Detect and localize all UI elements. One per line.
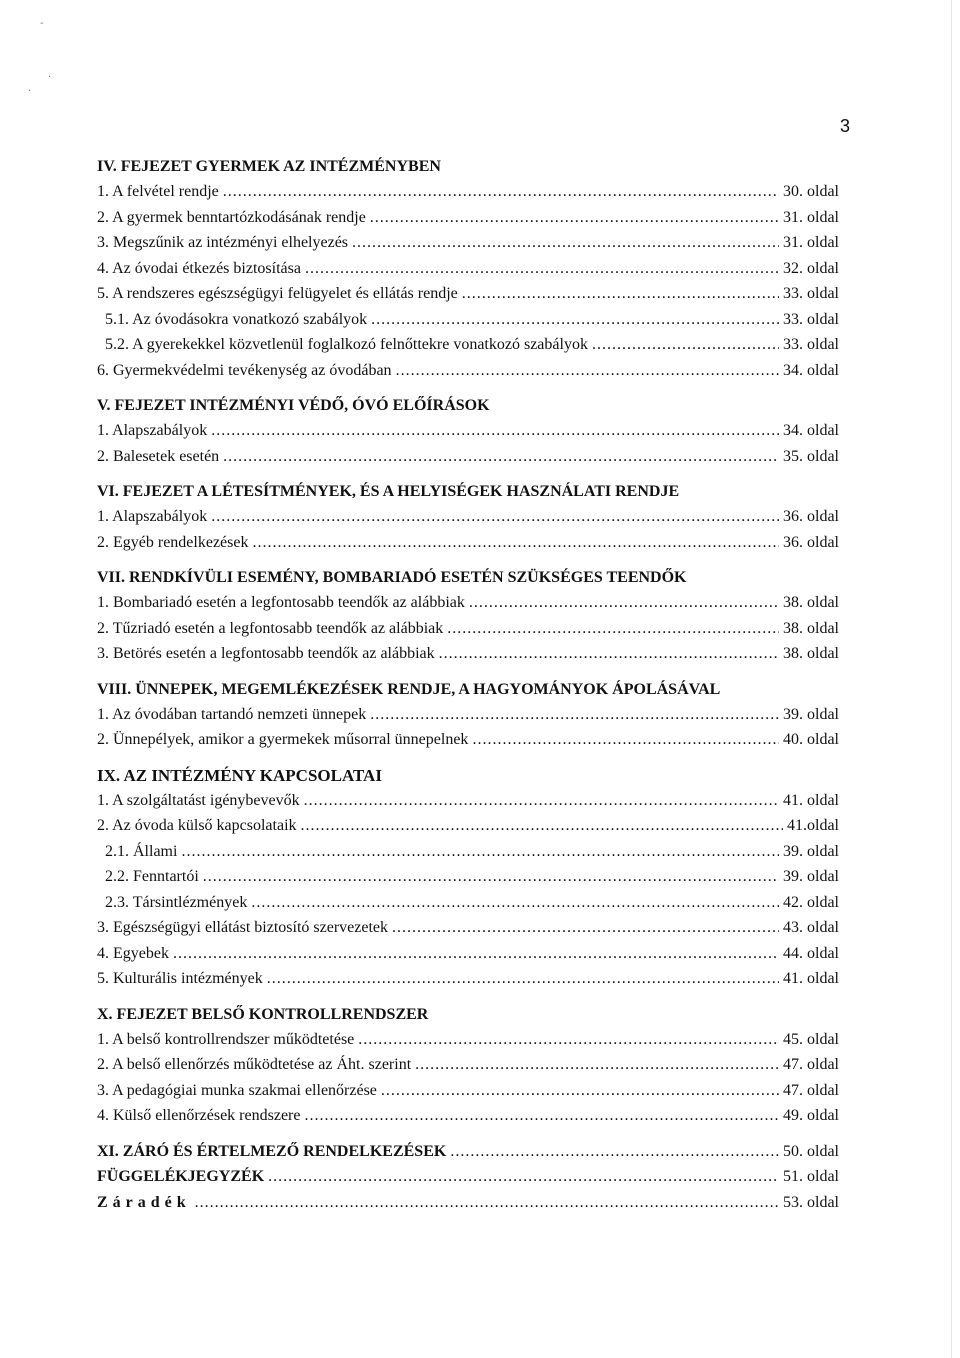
dot-leader — [358, 1027, 779, 1053]
page-number: 3 — [840, 116, 851, 136]
dot-leader — [203, 864, 779, 890]
section-heading: VIII. ÜNNEPEK, MEGEMLÉKEZÉSEK RENDJE, A HAGYOMÁNYOK ÁPOLÁSÁVAL — [97, 680, 721, 698]
toc-entry-label: 4. Külső ellenőrzések rendszere — [97, 1107, 301, 1124]
toc-entry-label: Záradék — [97, 1193, 191, 1211]
toc-section — [97, 677, 839, 753]
toc-entry-label: 2. A belső ellenőrzés működtetése az Áht. szerint — [97, 1056, 412, 1073]
toc-entry-page: 39. oldal — [783, 842, 839, 860]
toc-entry-label: 2. Tűzriadó esetén a legfontosabb teendők az alábbiak — [97, 619, 444, 637]
section-heading: VI. FEJEZET A LÉTESÍTMÉNYEK, ÉS A HELYISÉGEK HASZNÁLATI RENDJE — [97, 483, 680, 500]
dot-leader — [439, 641, 779, 667]
toc-entry-label: 6. Gyermekvédelmi tevékenység az óvodában — [97, 361, 392, 379]
toc-entry — [97, 890, 839, 916]
toc-entry — [97, 1139, 839, 1165]
toc-entry-page: 38. oldal — [783, 645, 839, 662]
section-heading: X. FEJEZET BELSŐ KONTROLLRENDSZER — [97, 1005, 429, 1023]
dot-leader — [462, 281, 779, 307]
dot-leader — [195, 1190, 779, 1216]
toc-entry — [97, 530, 839, 556]
table-of-contents — [97, 154, 839, 1215]
dot-leader — [252, 530, 779, 556]
toc-entry-label: 1. Az óvodában tartandó nemzeti ünnepek — [97, 705, 367, 723]
toc-entry-page: 32. oldal — [783, 259, 839, 277]
toc-entry-label: 1. Alapszabályok — [97, 508, 208, 525]
toc-entry-page: 45. oldal — [783, 1030, 839, 1048]
toc-entry — [97, 1052, 839, 1078]
dot-leader — [305, 256, 779, 282]
dot-leader — [211, 418, 779, 444]
dot-leader — [415, 1052, 779, 1078]
toc-entry-label: 2.2. Fenntartói — [105, 868, 199, 885]
toc-entry — [97, 864, 839, 890]
toc-entry — [97, 418, 839, 444]
toc-entry — [97, 307, 839, 333]
toc-entry — [97, 332, 839, 358]
toc-entry — [97, 205, 839, 231]
toc-entry — [97, 641, 839, 667]
toc-entry-label: 2. A gyermek benntartózkodásának rendje — [97, 208, 366, 226]
toc-entry-page: 38. oldal — [783, 594, 839, 611]
toc-entry-page: 35. oldal — [783, 447, 839, 465]
toc-entry-page: 41.oldal — [787, 817, 839, 834]
dot-leader — [381, 1078, 779, 1104]
toc-entry-page: 43. oldal — [783, 919, 839, 936]
dot-leader — [268, 1164, 779, 1190]
toc-entry — [97, 788, 839, 814]
dot-leader — [447, 616, 779, 642]
toc-entry — [97, 230, 839, 256]
toc-section — [97, 565, 839, 667]
toc-entry-page: 53. oldal — [783, 1193, 839, 1211]
toc-entry-label: 1. A belső kontrollrendszer működtetése — [97, 1030, 355, 1048]
toc-entry-label: 5.2. A gyerekekkel közvetlenül foglalkozó felnőttekre vonatkozó szabályok — [105, 336, 588, 353]
toc-entry-label: 3. Megszűnik az intézményi elhelyezés — [97, 234, 349, 251]
dot-leader — [251, 890, 779, 916]
toc-entry — [97, 590, 839, 616]
toc-entry-label: 3. Egészségügyi ellátást biztosító szervezetek — [97, 919, 389, 936]
section-heading: V. FEJEZET INTÉZMÉNYI VÉDŐ, ÓVÓ ELŐÍRÁSOK — [97, 397, 490, 414]
toc-entry-page: 36. oldal — [783, 508, 839, 525]
toc-entry-label: 5.1. Az óvodásokra vonatkozó szabályok — [105, 310, 368, 328]
toc-entry-label: 2. Egyéb rendelkezések — [97, 533, 249, 551]
toc-entry-page: 31. oldal — [783, 208, 839, 226]
toc-entry — [97, 813, 839, 839]
toc-entry-label: 2. Az óvoda külső kapcsolataik — [97, 817, 297, 834]
scan-edge-line — [951, 0, 952, 1358]
toc-entry-label: 3. Betörés esetén a legfontosabb teendők az alábbiak — [97, 645, 435, 662]
toc-entry-page: 33. oldal — [783, 336, 839, 353]
scan-speck: · — [28, 86, 32, 97]
toc-entry-page: 38. oldal — [783, 619, 839, 637]
toc-entry-page: 47. oldal — [783, 1081, 839, 1099]
toc-entry-page: 44. oldal — [783, 944, 839, 962]
scan-speck: - — [40, 18, 44, 29]
toc-entry-label: 4. Egyebek — [97, 944, 169, 962]
dot-leader — [267, 966, 779, 992]
toc-entry-page: 39. oldal — [783, 868, 839, 885]
toc-entry-page: 47. oldal — [783, 1056, 839, 1073]
dot-leader — [472, 727, 779, 753]
toc-entry-page: 50. oldal — [783, 1142, 839, 1160]
toc-entry — [97, 281, 839, 307]
toc-entry-label: 3. A pedagógiai munka szakmai ellenőrzése — [97, 1081, 377, 1099]
dot-leader — [304, 788, 779, 814]
dot-leader — [450, 1139, 779, 1165]
toc-entry-page: 51. oldal — [783, 1168, 839, 1185]
toc-entry-page: 36. oldal — [783, 533, 839, 551]
toc-section — [97, 154, 839, 383]
dot-leader — [173, 941, 779, 967]
dot-leader — [223, 444, 779, 470]
toc-entry-page: 42. oldal — [783, 893, 839, 911]
dot-leader — [469, 590, 779, 616]
toc-entry — [97, 1103, 839, 1129]
toc-entry-page: 39. oldal — [783, 705, 839, 723]
dot-leader — [370, 702, 779, 728]
toc-section — [97, 1139, 839, 1216]
dot-leader — [181, 839, 779, 865]
toc-entry-page: 40. oldal — [783, 731, 839, 748]
dot-leader — [301, 813, 783, 839]
toc-section — [97, 763, 839, 992]
toc-entry-label: 1. Bombariadó esetén a legfontosabb teendők az alábbiak — [97, 594, 465, 611]
dot-leader — [396, 358, 779, 384]
toc-entry-label: 1. A szolgáltatást igénybevevők — [97, 791, 300, 809]
toc-section — [97, 1002, 839, 1129]
toc-entry-page: 49. oldal — [783, 1107, 839, 1124]
toc-section — [97, 479, 839, 555]
toc-entry-label: 5. Kulturális intézmények — [97, 970, 263, 987]
dot-leader — [392, 915, 779, 941]
toc-entry-label: 4. Az óvodai étkezés biztosítása — [97, 259, 301, 277]
toc-entry-label: 1. A felvétel rendje — [97, 183, 219, 200]
toc-entry-label: 5. A rendszeres egészségügyi felügyelet és ellátás rendje — [97, 285, 458, 302]
dot-leader — [352, 230, 779, 256]
toc-entry — [97, 702, 839, 728]
toc-entry — [97, 616, 839, 642]
toc-entry-label: 2. Ünnepélyek, amikor a gyermekek műsorral ünnepelnek — [97, 731, 469, 748]
toc-entry-label: XI. ZÁRÓ ÉS ÉRTELMEZŐ RENDELKEZÉSEK — [97, 1142, 447, 1160]
toc-entry — [97, 1078, 839, 1104]
toc-entry — [97, 1164, 839, 1190]
toc-entry — [97, 941, 839, 967]
toc-entry — [97, 358, 839, 384]
toc-entry-label: 2.1. Állami — [105, 842, 178, 860]
toc-entry-page: 34. oldal — [783, 422, 839, 439]
toc-entry-label: 2.3. Társintlézmények — [105, 893, 248, 911]
dot-leader — [370, 205, 779, 231]
toc-entry-label: FÜGGELÉKJEGYZÉK — [97, 1168, 265, 1185]
toc-entry — [97, 915, 839, 941]
toc-entry — [97, 839, 839, 865]
toc-entry-label: 1. Alapszabályok — [97, 422, 208, 439]
dot-leader — [223, 179, 779, 205]
toc-entry-page: 41. oldal — [783, 970, 839, 987]
toc-entry-page: 31. oldal — [783, 234, 839, 251]
toc-entry-page: 30. oldal — [783, 183, 839, 200]
toc-entry — [97, 727, 839, 753]
section-heading: IX. AZ INTÉZMÉNY KAPCSOLATAI — [97, 765, 382, 785]
toc-entry — [97, 1190, 839, 1216]
section-heading: VII. RENDKÍVÜLI ESEMÉNY, BOMBARIADÓ ESETÉN SZÜKSÉGES TEENDŐK — [97, 569, 687, 586]
toc-entry — [97, 179, 839, 205]
toc-entry — [97, 1027, 839, 1053]
dot-leader — [304, 1103, 779, 1129]
toc-entry-page: 33. oldal — [783, 285, 839, 302]
section-heading: IV. FEJEZET GYERMEK AZ INTÉZMÉNYBEN — [97, 158, 441, 175]
toc-section — [97, 393, 839, 469]
dot-leader — [211, 504, 779, 530]
dot-leader — [592, 332, 779, 358]
scan-speck: · — [48, 72, 52, 83]
dot-leader — [371, 307, 779, 333]
toc-entry-page: 41. oldal — [783, 791, 839, 809]
toc-entry-page: 34. oldal — [783, 361, 839, 379]
toc-entry — [97, 256, 839, 282]
toc-entry-page: 33. oldal — [783, 310, 839, 328]
toc-entry — [97, 966, 839, 992]
toc-entry — [97, 444, 839, 470]
toc-entry — [97, 504, 839, 530]
toc-entry-label: 2. Balesetek esetén — [97, 447, 220, 465]
